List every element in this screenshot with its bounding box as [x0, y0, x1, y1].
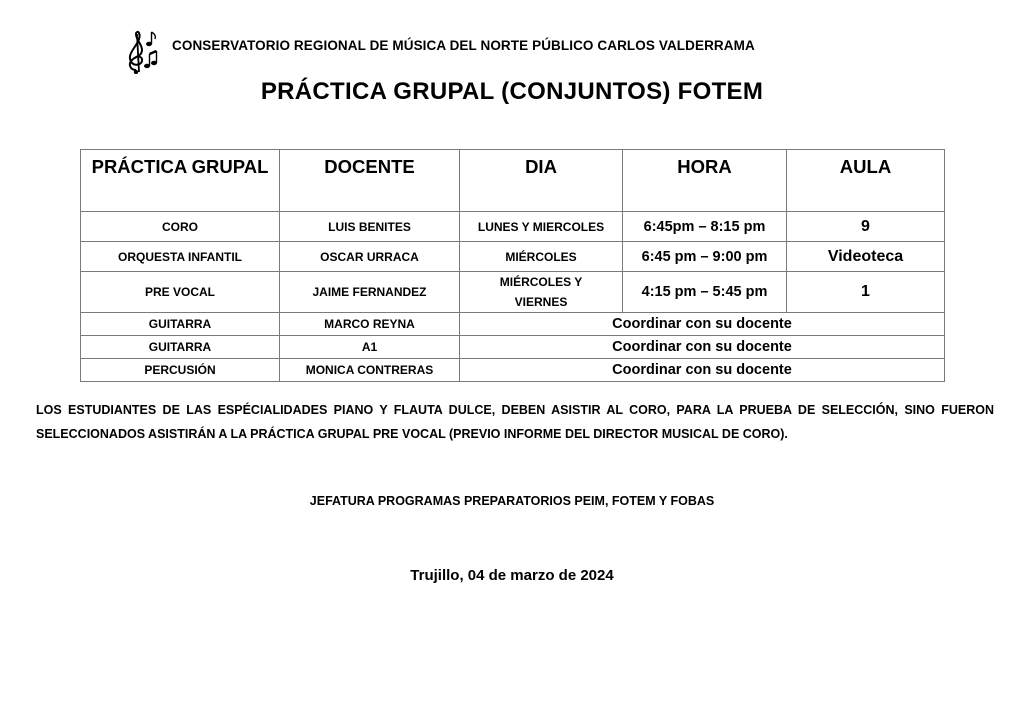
document-header: [122, 30, 902, 74]
department-signature: JEFATURA PROGRAMAS PREPARATORIOS PEIM, FOTEM Y FOBAS: [309, 494, 715, 508]
cell-coordinar: Coordinar con su docente: [460, 313, 945, 336]
table-row: [81, 212, 945, 242]
cell-practica: PRE VOCAL: [81, 272, 280, 313]
cell-coordinar: Coordinar con su docente: [460, 359, 945, 382]
table-row: [81, 272, 945, 313]
treble-clef-notes-icon: [122, 30, 158, 74]
header-practica: PRÁCTICA GRUPAL: [81, 150, 280, 212]
cell-dia: MIÉRCOLES: [460, 242, 623, 272]
students-note: LOS ESTUDIANTES DE LAS ESPÉCIALIDADES PIANO Y FLAUTA DULCE, DEBEN ASISTIR AL CORO, PARA LA PRUEBA DE SELECCIÓN, SINO FUERON SELECCIONADOS ASISTIRÁN A LA PRÁCTICA GRUPAL PRE VOCAL (PREVIO INFORME DEL DIRECTOR MUSICAL DE CORO).: [36, 403, 994, 441]
cell-practica: GUITARRA: [81, 313, 280, 336]
header-dia: DIA: [460, 150, 623, 212]
cell-dia: LUNES Y MIERCOLES: [460, 212, 623, 242]
cell-practica: CORO: [81, 212, 280, 242]
table-row: [81, 336, 945, 359]
cell-docente: A1: [280, 336, 460, 359]
cell-dia: MIÉRCOLES Y VIERNES: [460, 272, 623, 313]
page-title: PRÁCTICA GRUPAL (CONJUNTOS) FOTEM: [260, 78, 764, 105]
cell-docente: OSCAR URRACA: [280, 242, 460, 272]
cell-hora: 6:45 pm – 9:00 pm: [623, 242, 787, 272]
cell-practica: ORQUESTA INFANTIL: [81, 242, 280, 272]
cell-aula: Videoteca: [787, 242, 945, 272]
table-row: [81, 242, 945, 272]
cell-docente: LUIS BENITES: [280, 212, 460, 242]
cell-aula: 9: [787, 212, 945, 242]
cell-docente: MONICA CONTRERAS: [280, 359, 460, 382]
cell-hora: 6:45pm – 8:15 pm: [623, 212, 787, 242]
cell-docente: MARCO REYNA: [280, 313, 460, 336]
header-aula: AULA: [787, 150, 945, 212]
header-docente: DOCENTE: [280, 150, 460, 212]
cell-practica: PERCUSIÓN: [81, 359, 280, 382]
schedule-table: [80, 149, 945, 382]
cell-docente: JAIME FERNANDEZ: [280, 272, 460, 313]
cell-aula: 1: [787, 272, 945, 313]
cell-practica: GUITARRA: [81, 336, 280, 359]
header-hora: HORA: [623, 150, 787, 212]
table-row: [81, 359, 945, 382]
table-header-row: [81, 150, 945, 212]
cell-coordinar: Coordinar con su docente: [460, 336, 945, 359]
place-date: Trujillo, 04 de marzo de 2024: [410, 567, 614, 584]
institution-name: CONSERVATORIO REGIONAL DE MÚSICA DEL NORTE PÚBLICO CARLOS VALDERRAMA: [172, 38, 755, 53]
cell-hora: 4:15 pm – 5:45 pm: [623, 272, 787, 313]
table-row: [81, 313, 945, 336]
